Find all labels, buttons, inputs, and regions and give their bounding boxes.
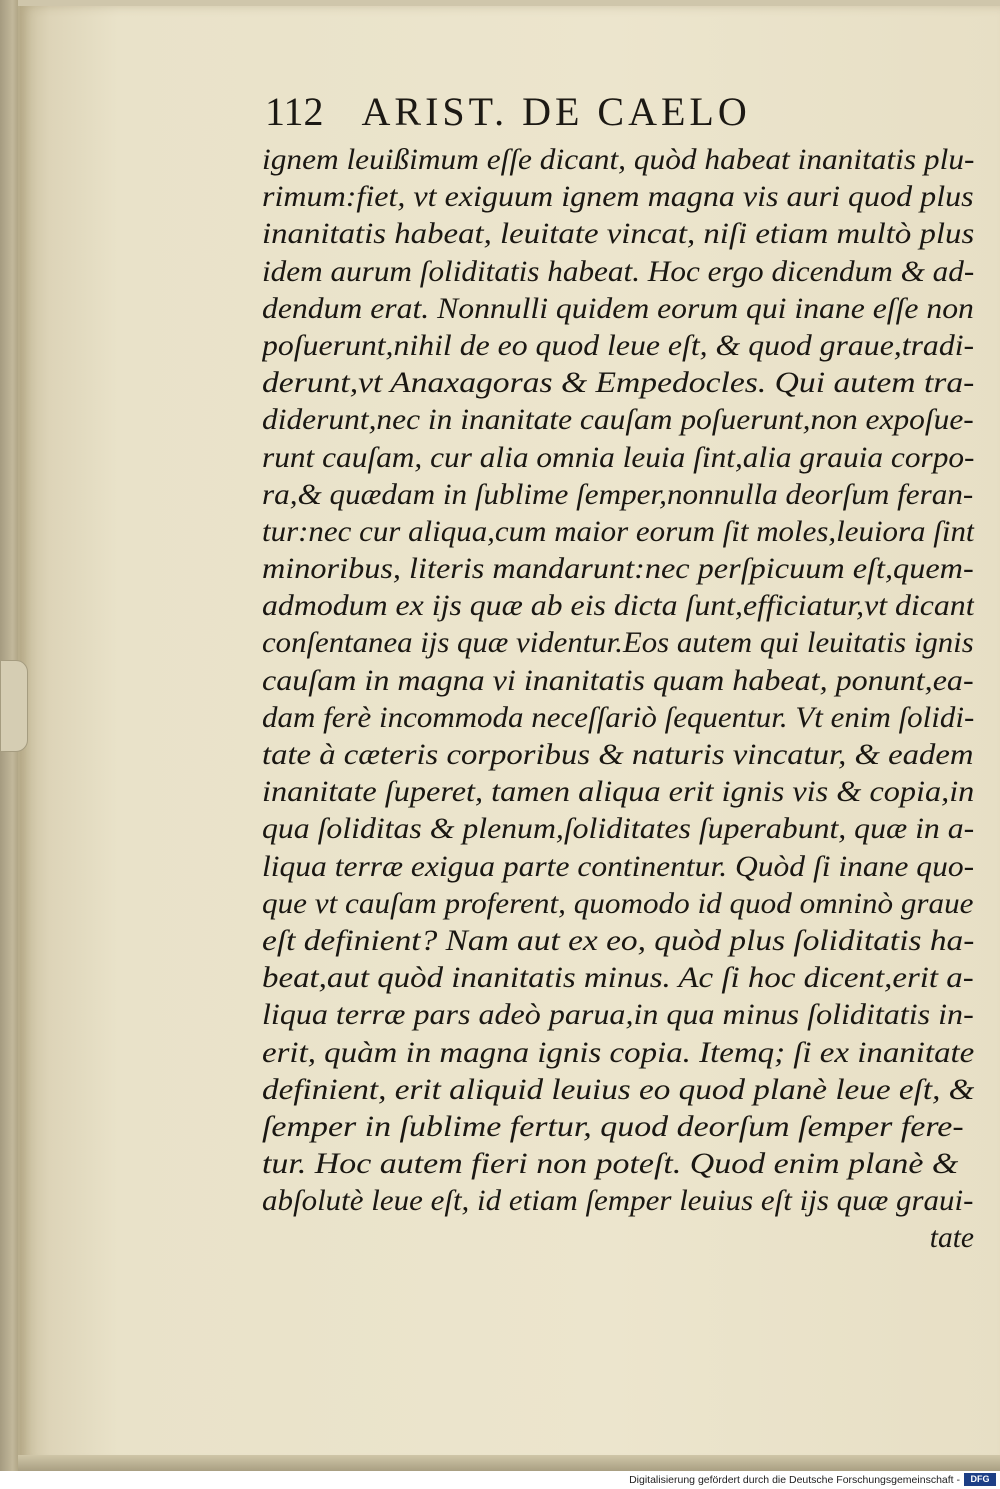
running-header bbox=[265, 88, 865, 138]
footer-credit: Digitalisierung gefördert durch die Deutsche Forschungsgemeinschaft - bbox=[629, 1474, 960, 1486]
text-line: tate à cæteris corporibus & naturis vincatur, & eadem bbox=[262, 739, 974, 771]
text-line: erit, quàm in magna ignis copia. Itemq; ſi ex inanitate bbox=[262, 1036, 975, 1069]
running-title: ARIST. DE CAELO bbox=[361, 89, 751, 134]
text-line: dendum erat. Nonnulli quidem eorum qui inane eſſe non bbox=[262, 292, 974, 325]
text-line: liqua terræ exigua parte continentur. Quòd ſi inane quo- bbox=[262, 850, 974, 883]
text-line: ra,& quædam in ſublime ſemper,nonnulla deorſum feran- bbox=[262, 478, 974, 511]
text-line: tur:nec cur aliqua,cum maior eorum ſit moles,leuiora ſint bbox=[262, 515, 975, 548]
page-number: 112 bbox=[265, 89, 324, 134]
text-line: dam ferè incommoda neceſſariò ſequentur. Vt enim ſolidi- bbox=[262, 701, 974, 734]
text-line: poſuerunt,nihil de eo quod leue eſt, & quod graue,tradi- bbox=[262, 329, 974, 362]
text-line: abſolutè leue eſt, id etiam ſemper leuius eſt ijs quæ graui- bbox=[262, 1185, 974, 1218]
text-line: eſt definient? Nam aut ex eo, quòd plus ſoliditatis ha- bbox=[262, 924, 975, 957]
text-line: ignem leuißimum eſſe dicant, quòd habeat inanitatis plu- bbox=[262, 144, 975, 176]
text-line: tur. Hoc autem fieri non poteſt. Quod enim planè & bbox=[262, 1148, 959, 1181]
text-line: ſemper in ſublime fertur, quod deorſum ſemper fere- bbox=[262, 1110, 964, 1143]
text-line: rimum:fiet, vt exiguum ignem magna vis auri quod plus bbox=[262, 181, 974, 214]
text-line: derunt,vt Anaxagoras & Empedocles. Qui autem tra- bbox=[262, 367, 974, 400]
text-line: qua ſoliditas & plenum,ſoliditates ſuperabunt, quæ in a- bbox=[262, 813, 974, 846]
catchword: tate bbox=[929, 1222, 974, 1255]
text-line: que vt cauſam proferent, quomodo id quod omninò graue bbox=[262, 887, 974, 920]
text-line: cauſam in magna vi inanitatis quam habeat, ponunt,ea- bbox=[262, 664, 974, 697]
text-line: inanitatis habeat, leuitate vincat, niſi etiam multò plus bbox=[262, 218, 975, 251]
text-line: inanitate ſuperet, tamen aliqua erit ignis vis & copia,in bbox=[262, 776, 975, 809]
page-bottom-edge bbox=[18, 1455, 1000, 1471]
text-line: definient, erit aliquid leuius eo quod planè leue eſt, & bbox=[262, 1073, 975, 1106]
text-line: diderunt,nec in inanitate cauſam poſuerunt,non expoſue- bbox=[262, 404, 974, 437]
text-line: idem aurum ſoliditatis habeat. Hoc ergo dicendum & ad- bbox=[262, 255, 975, 288]
text-line: liqua terræ pars adeò parua,in qua minus ſoliditatis in- bbox=[262, 999, 974, 1032]
page-tab-marker bbox=[0, 660, 28, 752]
text-line: beat,aut quòd inanitatis minus. Ac ſi hoc dicent,erit a- bbox=[262, 962, 974, 995]
text-line: runt cauſam, cur alia omnia leuia ſint,alia grauia corpo- bbox=[262, 441, 975, 474]
body-text bbox=[262, 142, 974, 1258]
text-line: conſentanea ijs quæ videntur.Eos autem qui leuitatis ignis bbox=[262, 627, 974, 660]
text-line: minoribus, literis mandarunt:nec perſpicuum eſt,quem- bbox=[262, 553, 974, 586]
text-line: admodum ex ijs quæ ab eis dicta ſunt,efficiatur,vt dicant bbox=[262, 590, 975, 623]
dfg-logo-icon: DFG bbox=[964, 1473, 996, 1486]
digitization-footer bbox=[0, 1471, 1000, 1489]
